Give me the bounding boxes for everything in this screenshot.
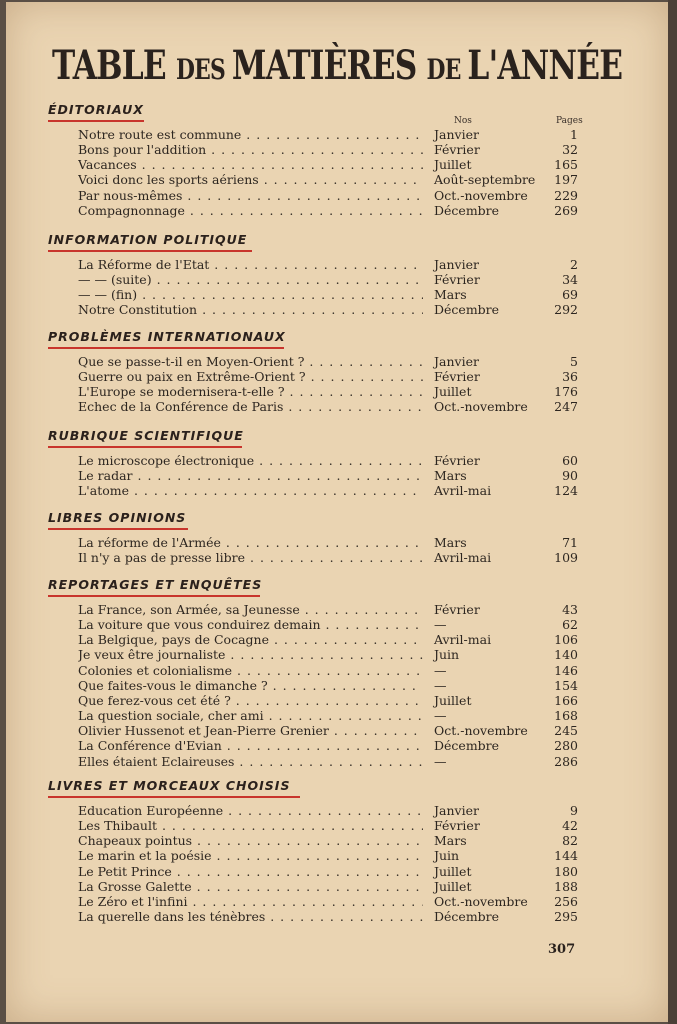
toc-entry [0,708,662,723]
section-heading: REPORTAGES ET ENQUÊTES [48,577,263,592]
entry-page: 292 [554,302,578,318]
entry-page: 146 [554,662,578,678]
toc-entry [0,287,662,302]
entry-page: 124 [554,483,578,499]
page-title: TABLE DES MATIÈRES DE L'ANNÉE [52,42,623,89]
entry-page: 34 [562,272,578,288]
entry-page: 82 [562,833,578,849]
entry-issue: Février [434,818,480,834]
entry-page: 32 [562,142,578,158]
section-heading: INFORMATION POLITIQUE [48,232,248,247]
entry-page: 5 [570,354,578,369]
toc-entry [0,833,662,848]
entry-issue: Juillet [434,157,472,173]
section-underline [48,120,144,122]
entry-page: 176 [554,384,578,400]
entry-issue: Juillet [434,863,472,879]
entry-page: 197 [554,172,578,188]
entry-issue: Février [434,369,480,385]
entry-page: 140 [554,647,578,663]
toc-entry [0,693,662,708]
entry-title: La question sociale, cher ami . . . [78,708,423,723]
toc-entry [0,172,662,187]
entry-page: 106 [554,632,578,648]
entry-title: La Grosse Galette . . . [78,879,423,894]
toc-entry [0,754,662,769]
entry-issue: Janvier [434,257,479,272]
entry-page: 247 [554,399,578,415]
toc-entry [0,723,662,738]
toc-entry [0,157,662,172]
entry-page: 60 [562,453,578,468]
entry-page: 144 [554,848,578,864]
entry-title: La querelle dans les ténèbres . . . [78,909,423,924]
toc-entry [0,142,662,157]
toc-entry [0,384,662,399]
entry-title: La France, son Armée, sa Jeunesse . . . [78,602,423,617]
entry-issue: Mars [434,287,467,303]
entry-page: 154 [554,677,578,693]
toc-entry [0,738,662,753]
entry-title: Que faites-vous le dimanche ? . . . [78,678,423,693]
entry-title: La Conférence d'Evian . . . [78,738,423,753]
entry-issue: Février [434,602,480,617]
entry-issue: — [434,662,447,678]
entry-issue: Avril-mai [434,550,492,566]
entry-page: 9 [570,803,578,818]
entry-page: 109 [554,550,578,566]
section-heading: LIVRES ET MORCEAUX CHOISIS [48,778,291,793]
entry-title: L'Europe se modernisera-t-elle ? . . . [78,384,423,399]
entry-page: 188 [554,878,578,894]
entry-title: Compagnonnage . . . [78,203,423,218]
entry-issue: Février [434,272,480,288]
toc-entry [0,848,662,863]
entry-title: L'atome . . . [78,483,423,498]
section-heading: PROBLÈMES INTERNATIONAUX [48,329,286,344]
toc-entry [0,369,662,384]
entry-page: 295 [554,909,578,925]
page-number: 307 [548,942,576,957]
entry-title: Olivier Hussenot et Jean-Pierre Grenier . . . [78,723,423,738]
entry-issue: Décembre [434,202,500,218]
entry-issue: Janvier [434,127,479,142]
toc-entry [0,617,662,632]
entry-issue: Mars [434,468,467,484]
entry-page: 245 [554,723,578,739]
entry-title: — — (fin) . . . [78,287,423,302]
toc-entry [0,272,662,287]
entry-title: La Réforme de l'Etat . . . [78,257,423,272]
entry-title: Le radar . . . [78,468,423,483]
entry-title: Elles étaient Eclaireuses . . . [78,754,423,769]
entry-page: 166 [554,692,578,708]
section-heading: ÉDITORIAUX [48,102,144,117]
entry-title: Echec de la Conférence de Paris . . . [78,399,423,414]
entry-page: 180 [554,863,578,879]
entry-page: 229 [554,187,578,203]
entry-title: Il n'y a pas de presse libre . . . [78,550,423,565]
section-underline [48,796,300,798]
entry-title: Education Européenne . . . [78,803,423,818]
entry-title: — — (suite) . . . [78,272,423,287]
entry-title: Je veux être journaliste . . . [78,647,423,662]
toc-entry [0,803,662,818]
entry-page: 269 [554,202,578,218]
entry-title: Que ferez-vous cet été ? . . . [78,693,423,708]
toc-entry [0,632,662,647]
entry-issue: Février [434,453,480,468]
entry-title: Notre route est commune . . . [78,127,423,142]
entry-title: La réforme de l'Armée . . . [78,535,423,550]
entry-issue: Oct.-novembre [434,399,528,415]
entry-title: Guerre ou paix en Extrême-Orient ? . . . [78,369,423,384]
entry-issue: Oct.-novembre [434,187,528,203]
toc-entry [0,818,662,833]
entry-title: Que se passe-t-il en Moyen-Orient ? . . . [78,354,423,369]
entry-issue: Juin [434,848,460,864]
section-underline [48,347,284,349]
entry-issue: Avril-mai [434,632,492,648]
entry-page: 42 [562,818,578,834]
entry-title: Chapeaux pointus . . . [78,833,423,848]
entry-issue: Août-septembre [434,172,536,188]
toc-entry [0,354,662,369]
column-header-month: Nos [454,116,472,126]
entry-title: Notre Constitution . . . [78,302,423,317]
entry-title: Le Zéro et l'infini . . . [78,894,423,909]
toc-entry [0,203,662,218]
entry-title: Vacances . . . [78,157,423,172]
toc-entry [0,663,662,678]
entry-page: 2 [570,257,578,272]
section-heading: RUBRIQUE SCIENTIFIQUE [48,428,244,443]
page-edge [668,0,677,1024]
entry-page: 168 [554,708,578,724]
toc-entry [0,302,662,317]
entry-issue: Décembre [434,738,500,754]
entry-issue: Juillet [434,384,472,400]
entry-title: Les Thibault . . . [78,818,423,833]
section-underline [48,250,252,252]
entry-title: Bons pour l'addition . . . [78,142,423,157]
entry-issue: Décembre [434,909,500,925]
entry-issue: — [434,677,447,693]
toc-entry [0,550,662,565]
entry-issue: Février [434,142,480,158]
entry-title: Le microscope électronique . . . [78,453,423,468]
entry-page: 71 [562,535,578,550]
entry-issue: Juin [434,647,460,663]
entry-page: 1 [570,127,578,142]
entry-title: La Belgique, pays de Cocagne . . . [78,632,423,647]
entry-page: 36 [562,369,578,385]
entry-issue: Oct.-novembre [434,893,528,909]
section-underline [48,446,242,448]
entry-issue: Mars [434,833,467,849]
toc-entry [0,602,662,617]
toc-entry [0,864,662,879]
toc-entry [0,678,662,693]
entry-issue: Juillet [434,692,472,708]
toc-entry [0,257,662,272]
entry-title: Par nous-mêmes . . . [78,188,423,203]
toc-entry [0,188,662,203]
entry-issue: Mars [434,535,467,550]
toc-entry [0,894,662,909]
toc-entry [0,879,662,894]
entry-page: 280 [554,738,578,754]
column-header-pages: Pages [556,116,583,126]
entry-title: Voici donc les sports aériens . . . [78,172,423,187]
toc-entry [0,453,662,468]
toc-entry [0,909,662,924]
entry-issue: — [434,753,447,769]
entry-issue: Janvier [434,803,479,818]
entry-title: Le marin et la poésie . . . [78,848,423,863]
entry-title: La voiture que vous conduirez demain . . . [78,617,423,632]
entry-page: 256 [554,893,578,909]
section-underline [48,528,188,530]
entry-page: 90 [562,468,578,484]
entry-page: 69 [562,287,578,303]
entry-page: 286 [554,753,578,769]
toc-entry [0,535,662,550]
section-underline [48,595,260,597]
entry-title: Colonies et colonialisme . . . [78,663,423,678]
toc-entry [0,127,662,142]
entry-issue: Juillet [434,878,472,894]
toc-entry [0,483,662,498]
entry-title: Le Petit Prince . . . [78,864,423,879]
toc-entry [0,468,662,483]
entry-page: 165 [554,157,578,173]
toc-entry [0,399,662,414]
entry-issue: — [434,617,447,633]
entry-issue: — [434,708,447,724]
section-heading: LIBRES OPINIONS [48,510,187,525]
entry-issue: Janvier [434,354,479,369]
entry-issue: Oct.-novembre [434,723,528,739]
entry-page: 62 [562,617,578,633]
toc-entry [0,647,662,662]
entry-issue: Avril-mai [434,483,492,499]
entry-page: 43 [562,602,578,617]
entry-issue: Décembre [434,302,500,318]
